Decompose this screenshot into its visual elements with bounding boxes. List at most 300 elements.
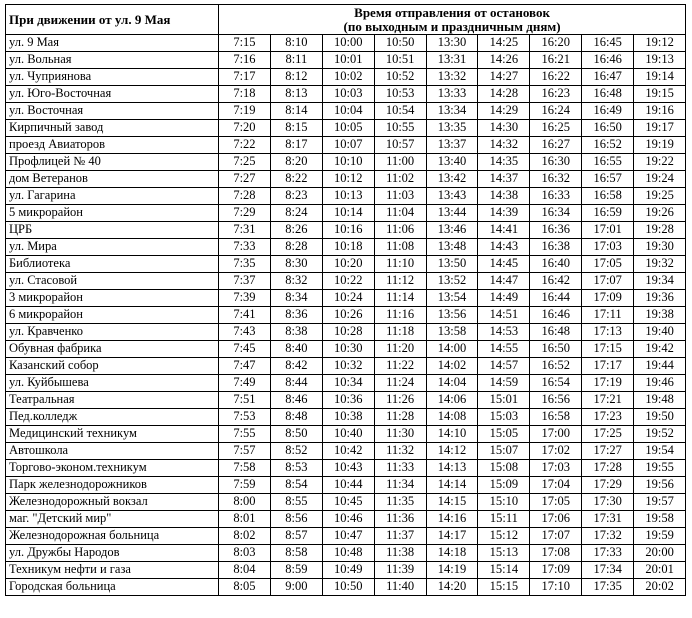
departure-time: 11:03	[374, 188, 426, 205]
departure-time: 13:34	[426, 103, 478, 120]
departure-time: 13:58	[426, 324, 478, 341]
departure-time: 8:14	[270, 103, 322, 120]
departure-time: 13:33	[426, 86, 478, 103]
departure-time: 15:11	[478, 511, 530, 528]
departure-time: 19:42	[634, 341, 686, 358]
departure-time: 11:30	[374, 426, 426, 443]
departure-time: 14:14	[426, 477, 478, 494]
stop-name: Автошкола	[6, 443, 219, 460]
departure-time: 17:19	[582, 375, 634, 392]
table-row	[6, 256, 686, 273]
departure-time: 16:24	[530, 103, 582, 120]
departure-time: 11:22	[374, 358, 426, 375]
stop-name: Профлицей № 40	[6, 154, 219, 171]
table-row	[6, 69, 686, 86]
departure-time: 8:05	[219, 579, 271, 596]
departure-time: 11:37	[374, 528, 426, 545]
departure-time: 14:43	[478, 239, 530, 256]
departure-time: 11:20	[374, 341, 426, 358]
departure-time: 15:01	[478, 392, 530, 409]
departure-time: 19:13	[634, 52, 686, 69]
departure-time: 14:08	[426, 409, 478, 426]
departure-time: 14:25	[478, 35, 530, 52]
stop-name: ул. Восточная	[6, 103, 219, 120]
departure-time: 14:55	[478, 341, 530, 358]
departure-time: 19:56	[634, 477, 686, 494]
departure-time: 11:06	[374, 222, 426, 239]
header-row	[6, 5, 686, 35]
departure-time: 14:47	[478, 273, 530, 290]
departure-time: 7:51	[219, 392, 271, 409]
departure-time: 20:02	[634, 579, 686, 596]
departure-time: 16:32	[530, 171, 582, 188]
departure-time: 10:43	[322, 460, 374, 477]
table-row	[6, 273, 686, 290]
departure-time: 10:52	[374, 69, 426, 86]
departure-times-subtitle: (по выходным и праздничным дням)	[343, 19, 561, 34]
departure-time: 10:05	[322, 120, 374, 137]
departure-time: 17:09	[530, 562, 582, 579]
departure-time: 19:25	[634, 188, 686, 205]
departure-time: 19:58	[634, 511, 686, 528]
departure-time: 10:53	[374, 86, 426, 103]
departure-time: 14:26	[478, 52, 530, 69]
departure-time: 19:12	[634, 35, 686, 52]
departure-time: 14:53	[478, 324, 530, 341]
departure-time: 10:50	[322, 579, 374, 596]
departure-time: 16:52	[530, 358, 582, 375]
stop-name: Медицинский техникум	[6, 426, 219, 443]
departure-time: 17:25	[582, 426, 634, 443]
departure-time: 19:16	[634, 103, 686, 120]
departure-time: 19:24	[634, 171, 686, 188]
departure-time: 8:15	[270, 120, 322, 137]
departure-time: 19:40	[634, 324, 686, 341]
departure-time: 10:14	[322, 205, 374, 222]
table-row	[6, 579, 686, 596]
departure-time: 14:59	[478, 375, 530, 392]
departure-time: 11:39	[374, 562, 426, 579]
table-row	[6, 290, 686, 307]
departure-time: 10:12	[322, 171, 374, 188]
stop-name: ул. Куйбышева	[6, 375, 219, 392]
departure-time: 19:26	[634, 205, 686, 222]
departure-time: 10:54	[374, 103, 426, 120]
departure-time: 11:26	[374, 392, 426, 409]
departure-time: 14:04	[426, 375, 478, 392]
table-row	[6, 409, 686, 426]
departure-time: 7:18	[219, 86, 271, 103]
departure-time: 14:19	[426, 562, 478, 579]
departure-time: 7:49	[219, 375, 271, 392]
departure-time: 17:32	[582, 528, 634, 545]
departure-time: 10:34	[322, 375, 374, 392]
departure-time: 17:33	[582, 545, 634, 562]
departure-time: 8:55	[270, 494, 322, 511]
departure-time: 8:44	[270, 375, 322, 392]
stop-name: ЦРБ	[6, 222, 219, 239]
table-row	[6, 171, 686, 188]
departure-time: 15:05	[478, 426, 530, 443]
departure-time: 16:38	[530, 239, 582, 256]
departure-time: 7:58	[219, 460, 271, 477]
departure-time: 8:02	[219, 528, 271, 545]
departure-time: 8:56	[270, 511, 322, 528]
departure-time: 11:32	[374, 443, 426, 460]
departure-time: 17:07	[582, 273, 634, 290]
table-row	[6, 562, 686, 579]
departure-time: 8:57	[270, 528, 322, 545]
departure-time: 16:42	[530, 273, 582, 290]
departure-time: 16:25	[530, 120, 582, 137]
departure-time: 19:36	[634, 290, 686, 307]
departure-time: 19:54	[634, 443, 686, 460]
departure-time: 11:35	[374, 494, 426, 511]
departure-time: 19:55	[634, 460, 686, 477]
departure-time: 10:44	[322, 477, 374, 494]
departure-time: 7:47	[219, 358, 271, 375]
departure-time: 11:10	[374, 256, 426, 273]
departure-time: 17:31	[582, 511, 634, 528]
departure-time: 15:13	[478, 545, 530, 562]
departure-time: 19:22	[634, 154, 686, 171]
departure-time: 11:16	[374, 307, 426, 324]
departure-time: 7:20	[219, 120, 271, 137]
departure-time: 14:45	[478, 256, 530, 273]
departure-time: 10:02	[322, 69, 374, 86]
departure-time: 10:40	[322, 426, 374, 443]
departure-time: 11:18	[374, 324, 426, 341]
departure-time: 16:23	[530, 86, 582, 103]
departure-time: 11:36	[374, 511, 426, 528]
departure-time: 16:34	[530, 205, 582, 222]
departure-time: 17:03	[582, 239, 634, 256]
table-row	[6, 477, 686, 494]
departure-time: 8:11	[270, 52, 322, 69]
departure-time: 16:33	[530, 188, 582, 205]
departure-time: 19:15	[634, 86, 686, 103]
departure-time: 14:29	[478, 103, 530, 120]
departure-time: 16:47	[582, 69, 634, 86]
departure-time: 14:17	[426, 528, 478, 545]
departure-time: 13:40	[426, 154, 478, 171]
stop-name: ул. 9 Мая	[6, 35, 219, 52]
departure-time: 13:30	[426, 35, 478, 52]
departure-time: 16:20	[530, 35, 582, 52]
departure-time: 8:17	[270, 137, 322, 154]
stop-name: дом Ветеранов	[6, 171, 219, 188]
departure-time: 14:10	[426, 426, 478, 443]
departure-time: 14:00	[426, 341, 478, 358]
departure-time: 10:03	[322, 86, 374, 103]
departure-time: 16:30	[530, 154, 582, 171]
departure-time: 8:04	[219, 562, 271, 579]
departure-time: 8:53	[270, 460, 322, 477]
stop-name: Торгово-эконом.техникум	[6, 460, 219, 477]
departure-time: 13:46	[426, 222, 478, 239]
departure-time: 8:38	[270, 324, 322, 341]
departure-time: 10:49	[322, 562, 374, 579]
departure-time: 8:32	[270, 273, 322, 290]
table-row	[6, 222, 686, 239]
stop-name: 3 микрорайон	[6, 290, 219, 307]
departure-time: 17:34	[582, 562, 634, 579]
departure-time: 10:48	[322, 545, 374, 562]
table-row	[6, 324, 686, 341]
departure-time: 7:22	[219, 137, 271, 154]
departure-time: 17:11	[582, 307, 634, 324]
table-row	[6, 307, 686, 324]
departure-time: 14:41	[478, 222, 530, 239]
departure-time: 8:54	[270, 477, 322, 494]
departure-time: 11:08	[374, 239, 426, 256]
departure-times-header	[219, 5, 686, 35]
departure-time: 10:10	[322, 154, 374, 171]
departure-time: 17:23	[582, 409, 634, 426]
departure-time: 17:04	[530, 477, 582, 494]
stop-name: ул. Кравченко	[6, 324, 219, 341]
departure-time: 16:21	[530, 52, 582, 69]
departure-time: 11:24	[374, 375, 426, 392]
table-row	[6, 511, 686, 528]
departure-time: 19:32	[634, 256, 686, 273]
departure-time: 19:59	[634, 528, 686, 545]
stop-name: ул. Стасовой	[6, 273, 219, 290]
departure-time: 16:56	[530, 392, 582, 409]
stop-name: маг. "Детский мир"	[6, 511, 219, 528]
departure-time: 17:05	[582, 256, 634, 273]
departure-time: 19:48	[634, 392, 686, 409]
departure-time: 8:48	[270, 409, 322, 426]
departure-time: 7:59	[219, 477, 271, 494]
departure-time: 7:53	[219, 409, 271, 426]
departure-time: 14:16	[426, 511, 478, 528]
departure-time: 10:38	[322, 409, 374, 426]
departure-time: 17:07	[530, 528, 582, 545]
departure-time: 11:04	[374, 205, 426, 222]
departure-time: 17:30	[582, 494, 634, 511]
table-row	[6, 137, 686, 154]
departure-time: 7:45	[219, 341, 271, 358]
departure-time: 15:14	[478, 562, 530, 579]
departure-time: 19:19	[634, 137, 686, 154]
departure-time: 8:28	[270, 239, 322, 256]
stop-column-header: При движении от ул. 9 Мая	[6, 5, 219, 35]
departure-time: 16:40	[530, 256, 582, 273]
departure-time: 14:32	[478, 137, 530, 154]
departure-time: 16:57	[582, 171, 634, 188]
departure-time: 16:52	[582, 137, 634, 154]
departure-time: 10:47	[322, 528, 374, 545]
departure-time: 7:29	[219, 205, 271, 222]
departure-time: 7:16	[219, 52, 271, 69]
departure-time: 8:13	[270, 86, 322, 103]
stop-name: Пед.колледж	[6, 409, 219, 426]
table-row	[6, 375, 686, 392]
departure-time: 13:37	[426, 137, 478, 154]
departure-time: 7:19	[219, 103, 271, 120]
departure-time: 11:14	[374, 290, 426, 307]
departure-time: 19:52	[634, 426, 686, 443]
departure-time: 10:32	[322, 358, 374, 375]
stop-name: Библиотека	[6, 256, 219, 273]
departure-time: 19:38	[634, 307, 686, 324]
departure-time: 14:18	[426, 545, 478, 562]
departure-time: 19:57	[634, 494, 686, 511]
departure-time: 8:24	[270, 205, 322, 222]
departure-time: 10:30	[322, 341, 374, 358]
departure-time: 20:01	[634, 562, 686, 579]
departure-time: 8:52	[270, 443, 322, 460]
departure-time: 14:49	[478, 290, 530, 307]
departure-time: 7:37	[219, 273, 271, 290]
departure-time: 10:16	[322, 222, 374, 239]
departure-time: 13:56	[426, 307, 478, 324]
departure-time: 8:00	[219, 494, 271, 511]
departure-time: 16:59	[582, 205, 634, 222]
departure-time: 17:29	[582, 477, 634, 494]
stop-name: ул. Чуприянова	[6, 69, 219, 86]
departure-time: 17:17	[582, 358, 634, 375]
departure-time: 14:38	[478, 188, 530, 205]
departure-time: 11:33	[374, 460, 426, 477]
departure-time: 17:03	[530, 460, 582, 477]
departure-time: 13:54	[426, 290, 478, 307]
departure-time: 15:10	[478, 494, 530, 511]
stop-name: ул. Вольная	[6, 52, 219, 69]
departure-time: 10:20	[322, 256, 374, 273]
departure-time: 14:20	[426, 579, 478, 596]
departure-time: 13:35	[426, 120, 478, 137]
departure-time: 10:42	[322, 443, 374, 460]
stop-name: Железнодорожный вокзал	[6, 494, 219, 511]
departure-time: 7:28	[219, 188, 271, 205]
departure-time: 14:06	[426, 392, 478, 409]
departure-time: 8:42	[270, 358, 322, 375]
departure-time: 19:46	[634, 375, 686, 392]
departure-time: 13:50	[426, 256, 478, 273]
stop-name: Железнодорожная больница	[6, 528, 219, 545]
stop-name: Городская больница	[6, 579, 219, 596]
stop-name: ул. Юго-Восточная	[6, 86, 219, 103]
table-row	[6, 426, 686, 443]
departure-time: 7:27	[219, 171, 271, 188]
departure-time: 20:00	[634, 545, 686, 562]
departure-time: 7:33	[219, 239, 271, 256]
departure-time: 7:41	[219, 307, 271, 324]
stop-name: ул. Гагарина	[6, 188, 219, 205]
departure-times-title: Время отправления от остановок	[354, 5, 550, 20]
stop-name: Техникум нефти и газа	[6, 562, 219, 579]
departure-time: 7:25	[219, 154, 271, 171]
departure-time: 17:00	[530, 426, 582, 443]
departure-time: 14:51	[478, 307, 530, 324]
departure-time: 10:01	[322, 52, 374, 69]
departure-time: 10:13	[322, 188, 374, 205]
table-row	[6, 86, 686, 103]
departure-time: 17:10	[530, 579, 582, 596]
departure-time: 16:58	[530, 409, 582, 426]
departure-time: 15:07	[478, 443, 530, 460]
departure-time: 16:46	[530, 307, 582, 324]
departure-time: 8:46	[270, 392, 322, 409]
departure-time: 15:03	[478, 409, 530, 426]
departure-time: 10:57	[374, 137, 426, 154]
table-row	[6, 120, 686, 137]
departure-time: 17:35	[582, 579, 634, 596]
departure-time: 15:09	[478, 477, 530, 494]
table-row	[6, 52, 686, 69]
departure-time: 17:01	[582, 222, 634, 239]
departure-time: 17:21	[582, 392, 634, 409]
table-row	[6, 205, 686, 222]
departure-time: 19:30	[634, 239, 686, 256]
departure-time: 14:35	[478, 154, 530, 171]
table-row	[6, 154, 686, 171]
departure-time: 11:02	[374, 171, 426, 188]
departure-time: 14:13	[426, 460, 478, 477]
departure-time: 17:06	[530, 511, 582, 528]
departure-time: 14:28	[478, 86, 530, 103]
departure-time: 7:17	[219, 69, 271, 86]
departure-time: 7:39	[219, 290, 271, 307]
table-row	[6, 341, 686, 358]
departure-time: 16:27	[530, 137, 582, 154]
departure-time: 7:55	[219, 426, 271, 443]
departure-time: 19:34	[634, 273, 686, 290]
departure-time: 17:15	[582, 341, 634, 358]
departure-time: 16:58	[582, 188, 634, 205]
departure-time: 14:15	[426, 494, 478, 511]
departure-time: 13:42	[426, 171, 478, 188]
departure-time: 14:57	[478, 358, 530, 375]
table-row	[6, 35, 686, 52]
departure-time: 16:36	[530, 222, 582, 239]
departure-time: 10:36	[322, 392, 374, 409]
departure-time: 10:51	[374, 52, 426, 69]
departure-time: 14:37	[478, 171, 530, 188]
departure-time: 16:54	[530, 375, 582, 392]
departure-time: 17:08	[530, 545, 582, 562]
stop-name: 6 микрорайон	[6, 307, 219, 324]
departure-time: 8:12	[270, 69, 322, 86]
departure-time: 15:08	[478, 460, 530, 477]
departure-time: 11:28	[374, 409, 426, 426]
departure-time: 8:26	[270, 222, 322, 239]
departure-time: 19:28	[634, 222, 686, 239]
stop-name: Кирпичный завод	[6, 120, 219, 137]
departure-time: 10:28	[322, 324, 374, 341]
departure-time: 17:09	[582, 290, 634, 307]
departure-time: 8:20	[270, 154, 322, 171]
departure-time: 16:49	[582, 103, 634, 120]
table-row	[6, 358, 686, 375]
departure-time: 13:32	[426, 69, 478, 86]
departure-time: 13:48	[426, 239, 478, 256]
stop-name: ул. Мира	[6, 239, 219, 256]
table-row	[6, 103, 686, 120]
stop-name: Казанский собор	[6, 358, 219, 375]
departure-time: 17:13	[582, 324, 634, 341]
departure-time: 8:10	[270, 35, 322, 52]
departure-time: 13:31	[426, 52, 478, 69]
departure-time: 8:50	[270, 426, 322, 443]
table-row	[6, 239, 686, 256]
stop-name: Театральная	[6, 392, 219, 409]
departure-time: 14:02	[426, 358, 478, 375]
stop-name: ул. Дружбы Народов	[6, 545, 219, 562]
table-row	[6, 545, 686, 562]
